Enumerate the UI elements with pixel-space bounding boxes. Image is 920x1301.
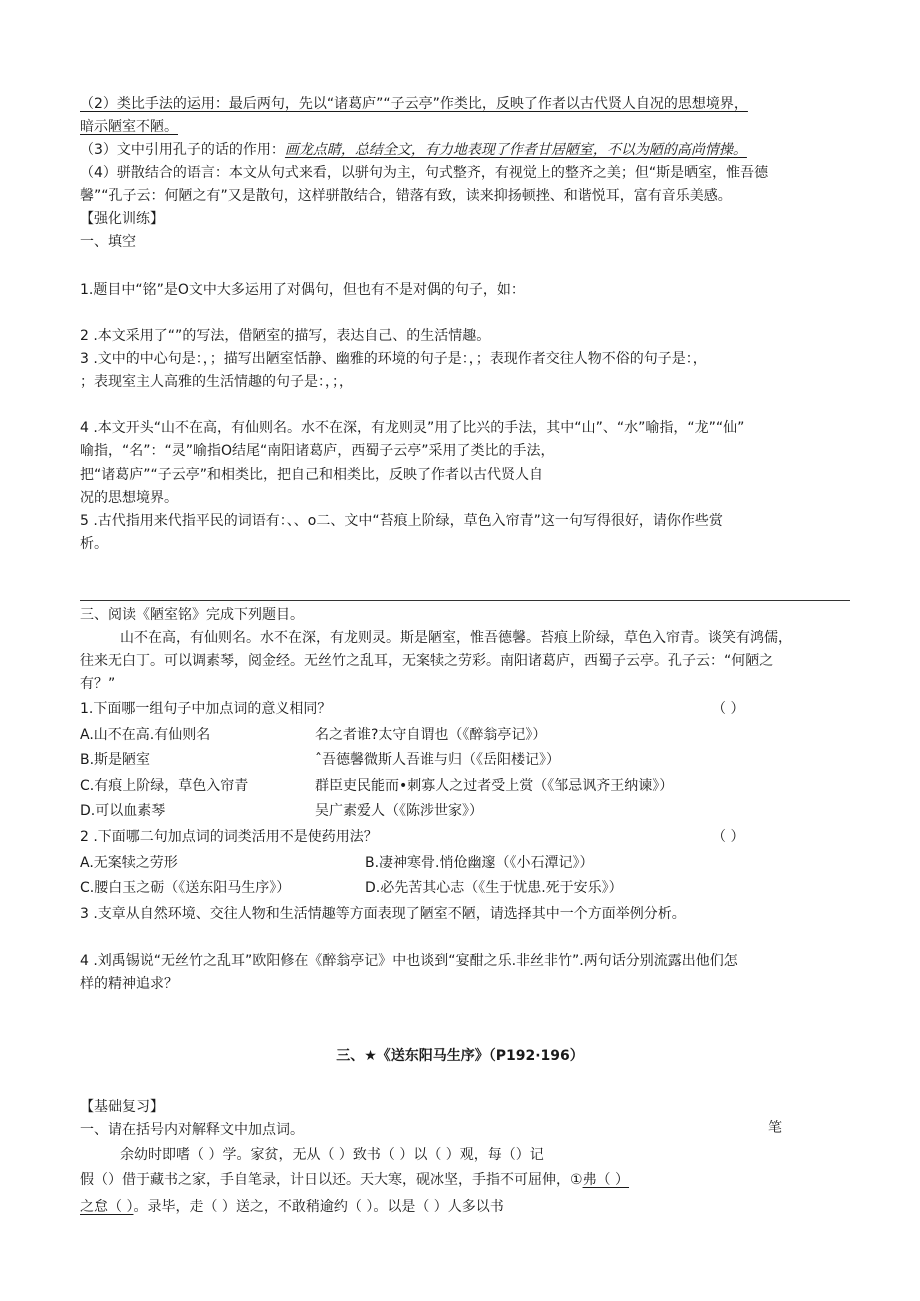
note-3-line bbox=[80, 140, 747, 160]
section-divider bbox=[80, 600, 850, 601]
fill-q3-line-1: 3 .文中的中心句是：，；描写出陋室恬静、幽雅的环境的句子是：，；表现作者交往人物不俗的句子是：， bbox=[80, 351, 707, 367]
mc-q1-option-a: A.山不在高.有仙则名 bbox=[80, 727, 211, 743]
mc-q1-option-a-ref: 名之者谁?太守自谓也（《醉翁亭记》） bbox=[315, 727, 547, 743]
note-4-line-2: 馨”“孔子云：何陋之有”又是散句，这样骈散结合，错落有致，读来抑扬顿挫、和谐悦耳，富有音乐美感。 bbox=[80, 188, 732, 204]
mc-q1-option-c: C.有痕上阶绿，草色入帘青 bbox=[80, 778, 249, 794]
section-title: 三、★《送东阳马生序》（P192·196） bbox=[336, 1048, 584, 1064]
mc-q2-option-b: B.凄神寒骨.悄伧幽邃（《小石潭记》） bbox=[365, 855, 594, 871]
fill-q4-line-2: 喻指，“名”：“灵”喻指O结尾“南阳诸葛庐，西蜀子云亭”采用了类比的手法， bbox=[80, 443, 555, 459]
mc-q2-option-a: A.无案犊之劳形 bbox=[80, 855, 178, 871]
mc-q1: 1.下面哪一组句子中加点词的意义相同？ bbox=[80, 701, 332, 717]
mc-q2-option-d: D.必先苦其心志（《生于忧患.死于安乐》） bbox=[365, 880, 623, 896]
text-line-3 bbox=[80, 1197, 504, 1217]
fill-q1: 1.题目中“铭”是O文中大多运用了对偶句，但也有不是对偶的句子，如： bbox=[80, 282, 525, 298]
note-3-answer: 画龙点睛，总结全文，有力地表现了作者甘居陋室，不以为陋的高尚情操。 bbox=[284, 142, 747, 158]
open-q4-line-1: 4 .刘禹锡说“无丝竹之乱耳”欧阳修在《醉翁亭记》中也谈到“宴酣之乐.非丝非竹”.两句话分别流露出他们怎 bbox=[80, 953, 738, 969]
text-line-2-blank: 弗（ ） bbox=[582, 1172, 630, 1188]
passage-line-1: 山不在高，有仙则名。水不在深，有龙则灵。斯是陋室，惟吾德馨。苔痕上阶绿，草色入帘青。谈笑有鸿儒， bbox=[120, 630, 792, 646]
mc-q2-option-c: C.腰白玉之砺（《送东阳马生序》） bbox=[80, 880, 291, 896]
fill-q5-line-1: 5 .古代指用来代指平民的词语有：、、o二、文中“苔痕上阶绿，草色入帘青”这一句写得很好，请你作些赏 bbox=[80, 513, 723, 529]
mc-q1-option-d-ref: 吴广素爱人（《陈涉世家》） bbox=[315, 803, 483, 819]
open-q4-line-2: 样的精神追求？ bbox=[80, 976, 178, 992]
text-line-2-main: 假（）借于藏书之家，手自笔录，计日以还。天大寒，砚冰坚，手指不可屈伸，① bbox=[80, 1172, 583, 1188]
passage-line-3: 有？” bbox=[80, 676, 116, 692]
fill-blank-heading: 一、填空 bbox=[80, 234, 136, 250]
explain-heading: 一、请在括号内对解释文中加点词。 bbox=[80, 1122, 304, 1138]
note-2-line-2: 暗示陋室不陋。 bbox=[80, 119, 178, 135]
text-line-2 bbox=[80, 1170, 629, 1190]
explain-heading-tail: 笔 bbox=[768, 1120, 782, 1136]
text-line-1: 余幼时即嗜（ ）学。家贫，无从（ ）致书（ ）以（ ）观，每（）记 bbox=[120, 1147, 544, 1163]
passage-line-2: 往来无白丁。可以调素琴，阅金经。无丝竹之乱耳，无案犊之劳彩。南阳诸葛庐，西蜀子云亭。孔子云：“何陋之 bbox=[80, 653, 774, 669]
mc-q1-option-b: B.斯是陋室 bbox=[80, 752, 151, 768]
open-q3: 3 .支章从自然环境、交往人物和生活情趣等方面表现了陋室不陋，请选择其中一个方面举例分析。 bbox=[80, 906, 686, 922]
mc-q2-answer-paren: （ ） bbox=[712, 829, 745, 845]
mc-q1-answer-paren: （ ） bbox=[712, 701, 745, 717]
text-line-3-blank: 之怠（ ） bbox=[80, 1199, 134, 1215]
mc-q1-option-c-ref: 群臣吏民能而•刺寡人之过者受上赏（《邹忌讽齐王纳谏》） bbox=[315, 778, 674, 794]
text-line-3-main: 。录毕，走（ ）送之，不敢稍逾约（ ）。以是（ ）人多以书 bbox=[133, 1199, 504, 1215]
mc-q1-option-b-ref: ˆ吾德馨微斯人吾谁与归（《岳阳楼记》） bbox=[315, 752, 560, 768]
note-3-label: （3）文中引用孔子的话的作用： bbox=[80, 142, 285, 158]
reading-heading: 三、阅读《陋室铭》完成下列题目。 bbox=[80, 607, 304, 623]
fill-q4-line-1: 4 .本文开头“山不在高，有仙则名。水不在深，有龙则灵”用了比兴的手法，其中“山”、“水”喻指，“龙”“仙” bbox=[80, 420, 745, 436]
mc-q2: 2 .下面哪二句加点词的词类活用不是使药用法？ bbox=[80, 829, 378, 845]
fill-q5-line-2: 析。 bbox=[80, 536, 108, 552]
note-2-text: （2）类比手法的运用：最后两句，先以“诸葛庐”“子云亭”作类比，反映了作者以古代贤人自况的思想境界， bbox=[80, 96, 748, 112]
fill-q3-line-2: ；表现室主人高雅的生活情趣的句子是：，；， bbox=[80, 374, 353, 390]
fill-q4-line-4: 况的思想境界。 bbox=[80, 490, 178, 506]
fill-q4-line-3: 把“诸葛庐”“子云亭”和相类比，把自己和相类比，反映了作者以古代贤人自 bbox=[80, 467, 544, 483]
basic-review-heading: 【基础复习】 bbox=[80, 1099, 164, 1115]
note-4-line-1: （4）骈散结合的语言：本文从句式来看，以骈句为主，句式整齐，有视觉上的整齐之美；但“斯是晒室，惟吾德 bbox=[80, 165, 769, 181]
mc-q1-option-d: D.可以血素琴 bbox=[80, 803, 166, 819]
fill-q2: 2 .本文采用了“”的写法，借陋室的描写，表达自己、的生活情趣。 bbox=[80, 328, 491, 344]
reinforce-heading: 【强化训练】 bbox=[80, 211, 164, 227]
note-2-line-1 bbox=[80, 94, 748, 114]
